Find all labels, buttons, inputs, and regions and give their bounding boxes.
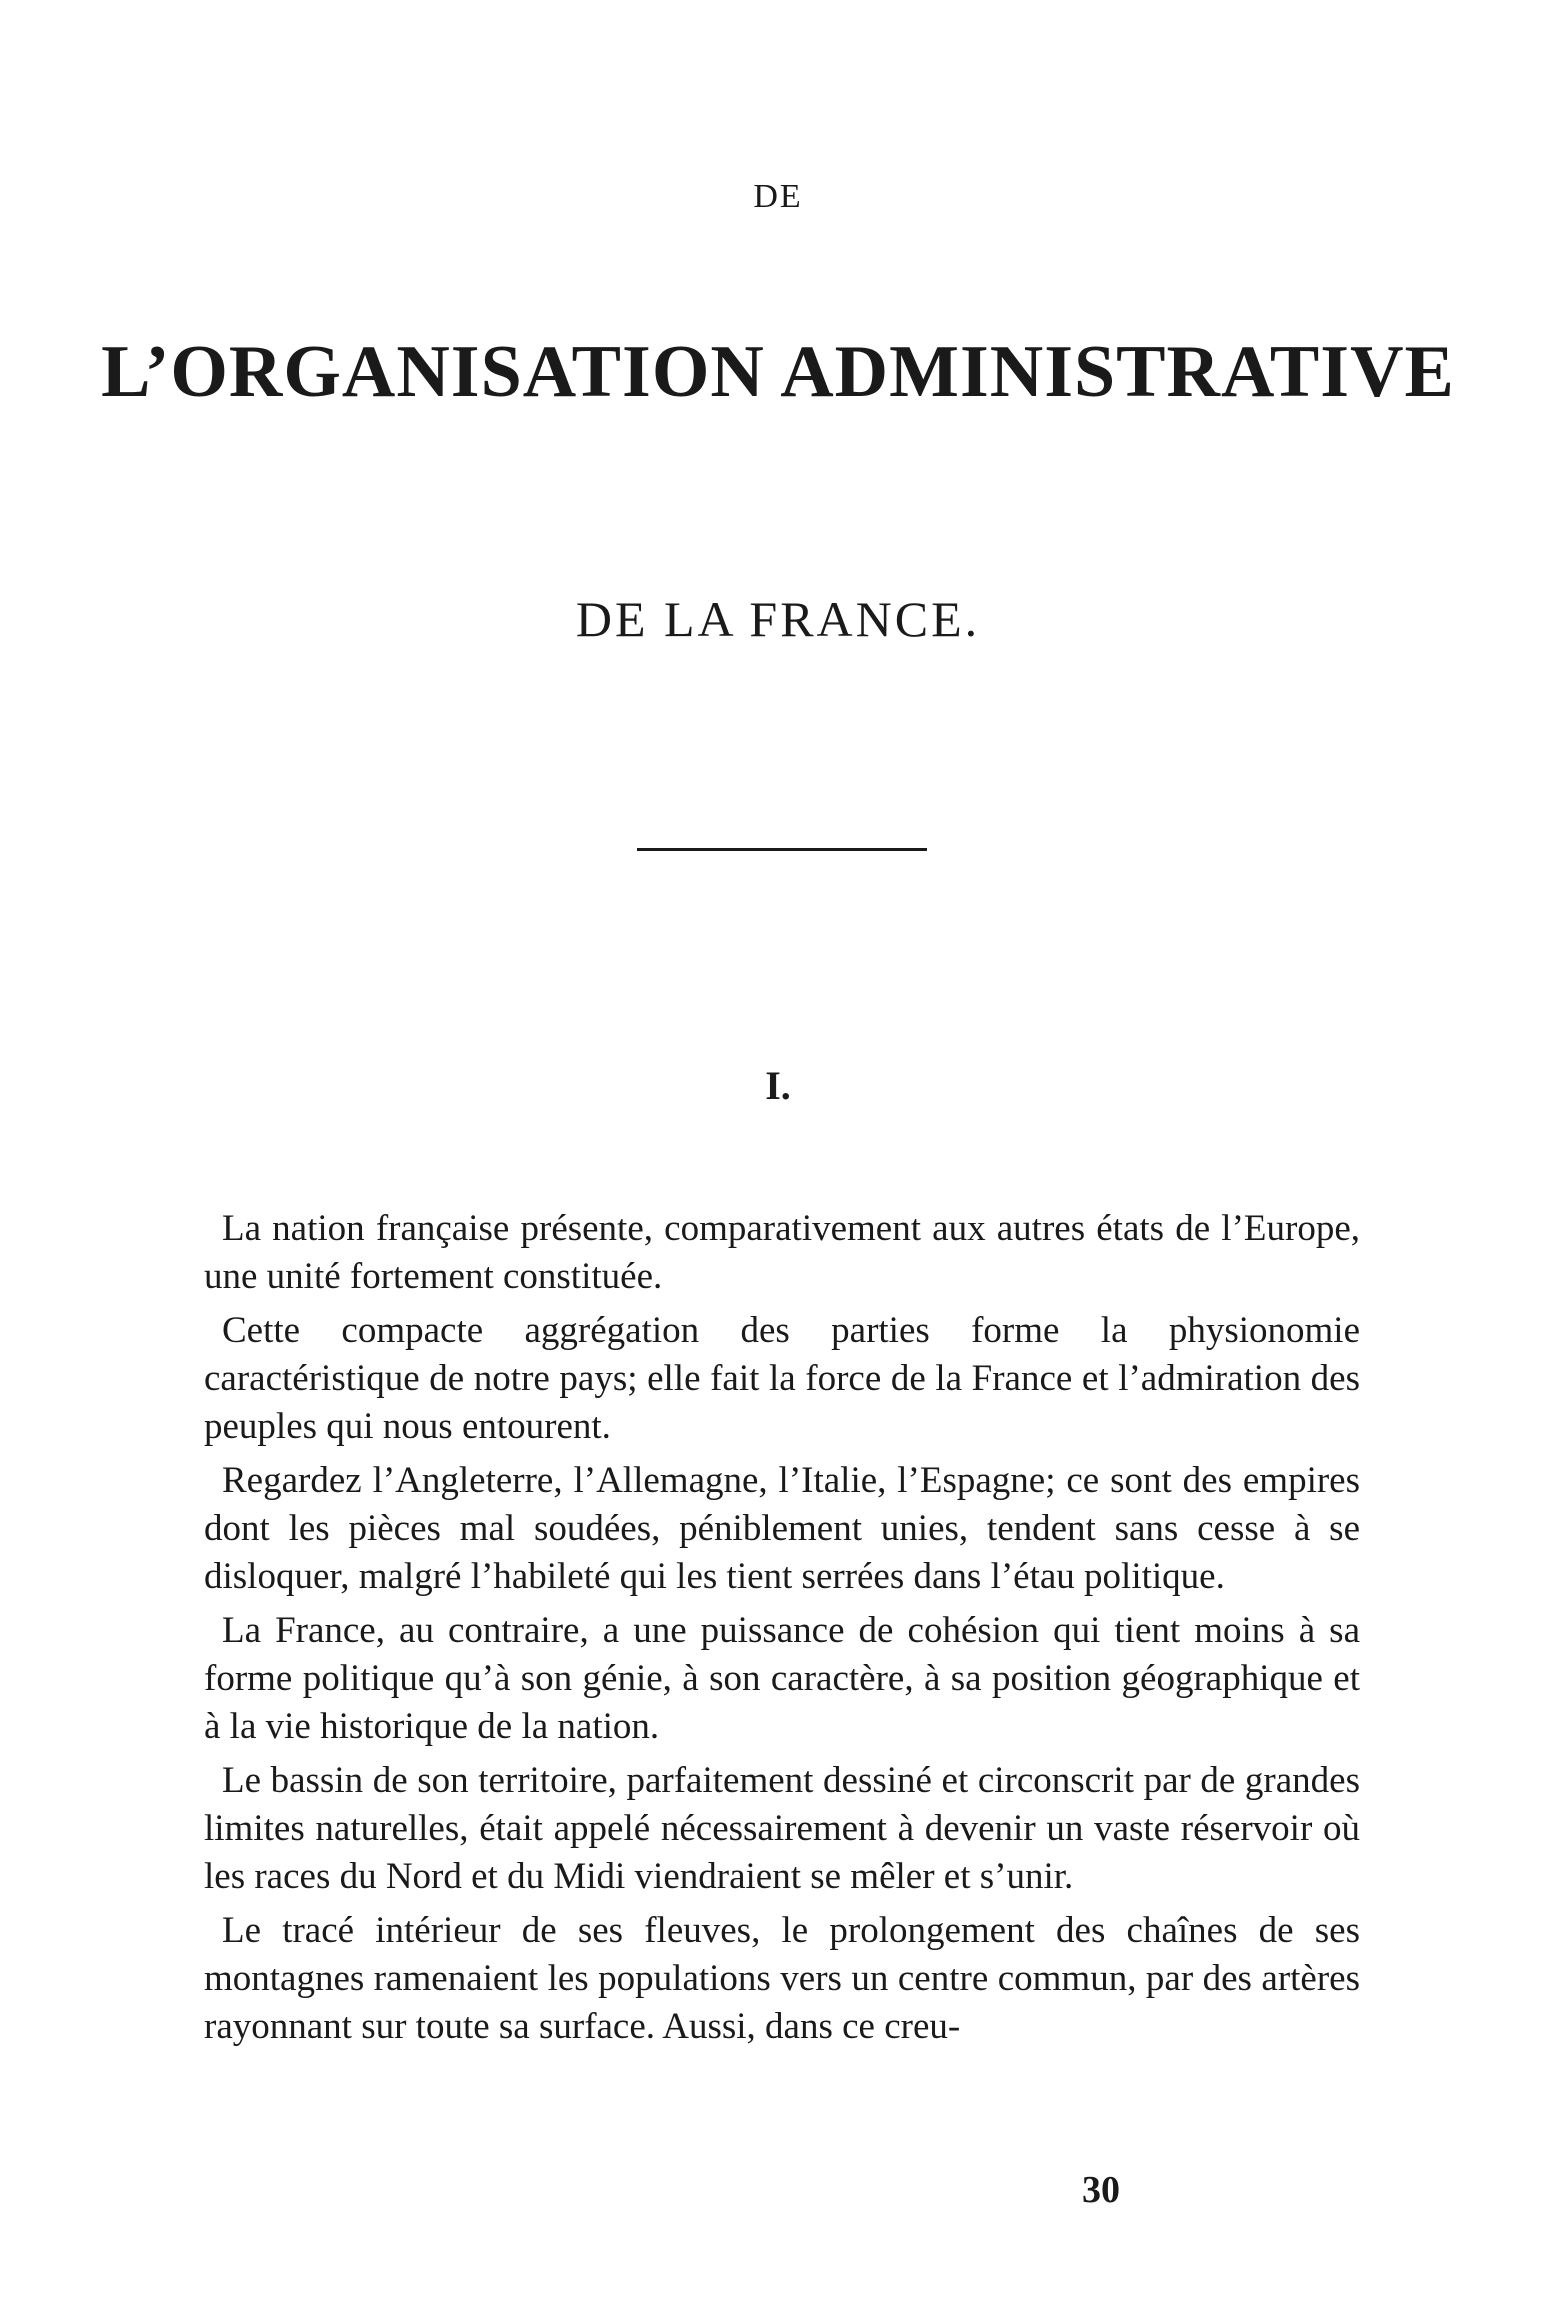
page-number: 30: [1082, 2169, 1120, 2211]
heading-preposition: DE: [753, 178, 803, 215]
page-title: L’ORGANISATION ADMINISTRATIVE: [101, 331, 1455, 413]
paragraph: Le bassin de son territoire, parfaitement dessiné et circonscrit par de grandes limites naturelles, était appelé nécessairement à devenir un vaste réservoir où les races du Nord et du Midi viendraient se mêler et s’unir.: [204, 1760, 1360, 1897]
paragraph: La nation française présente, comparativement aux autres états de l’Europe, une unité fortement constituée.: [204, 1208, 1360, 1297]
paragraph: La France, au contraire, a une puissance de cohésion qui tient moins à sa forme politique qu’à son génie, à son caractère, à sa position géographique et à la vie historique de la nation.: [204, 1610, 1360, 1747]
title-divider: [637, 848, 927, 851]
paragraph: Cette compacte aggrégation des parties forme la physionomie caractéristique de notre pays; elle fait la force de la France et l’admiration des peuples qui nous entourent.: [204, 1310, 1360, 1447]
section-number: I.: [765, 1063, 791, 1108]
body-text: [204, 1205, 1360, 2057]
paragraph: Le tracé intérieur de ses fleuves, le prolongement des chaînes de ses montagnes ramenaient les populations vers un centre commun, par des artères rayonnant sur toute sa surface. Aussi, dans ce creu-: [204, 1910, 1360, 2047]
page-subtitle: DE LA FRANCE.: [575, 591, 981, 647]
paragraph: Regardez l’Angleterre, l’Allemagne, l’Italie, l’Espagne; ce sont des empires dont les pièces mal soudées, péniblement unies, tendent sans cesse à se disloquer, malgré l’habileté qui les tient serrées dans l’étau politique.: [204, 1460, 1360, 1597]
